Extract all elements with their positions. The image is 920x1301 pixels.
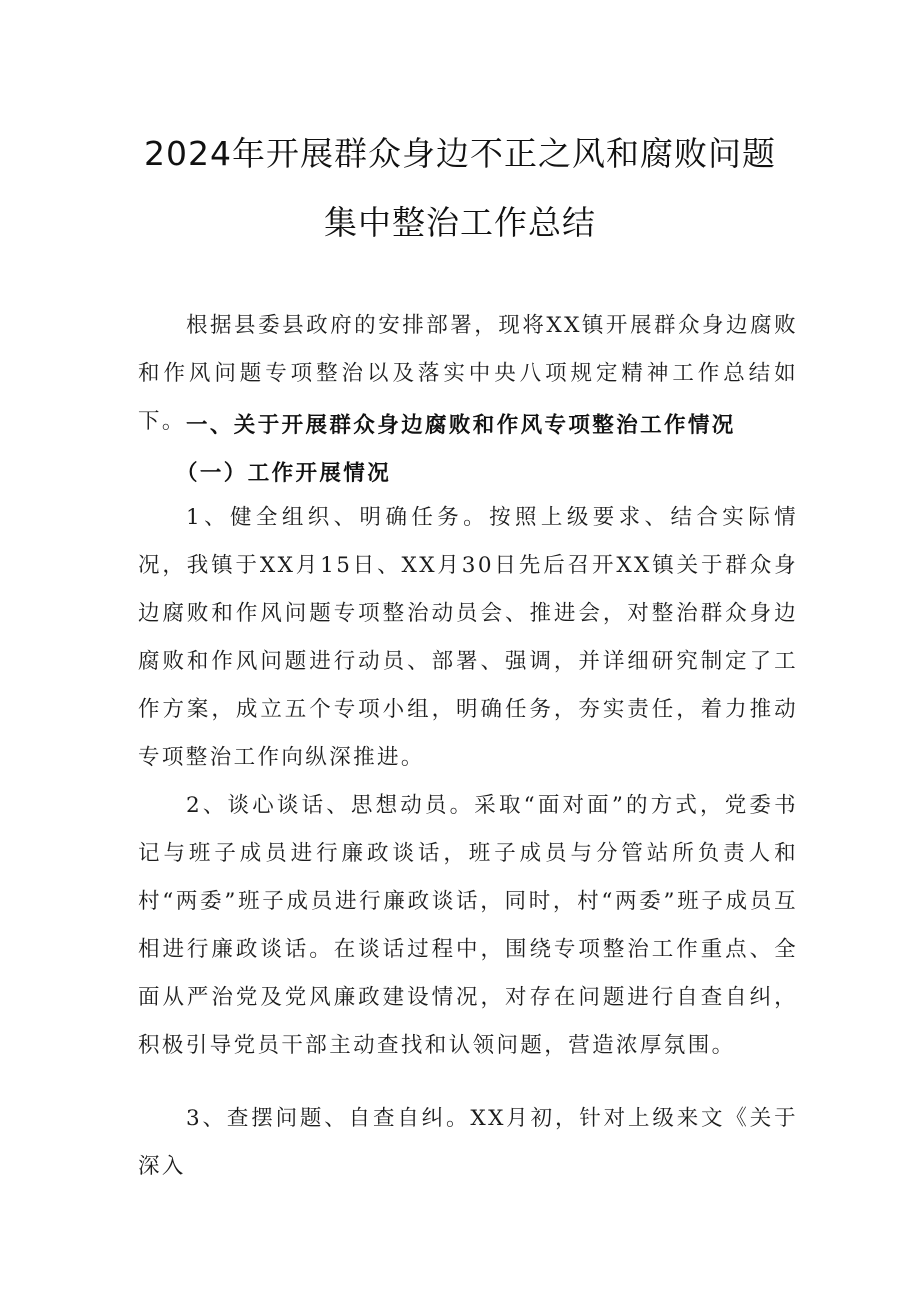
- document-title-line-2: 集中整治工作总结: [324, 203, 596, 242]
- document-title-line-1: 2024年开展群众身边不正之风和腐败问题: [144, 134, 776, 173]
- paragraph-item-2: 2、谈心谈话、思想动员。采取“面对面”的方式，党委书记与班子成员进行廉政谈话，班子成员与分管站所负责人和村“两委”班子成员进行廉政谈话，同时，村“两委”班子成员互相进行廉政谈话。在谈话过程中，围绕专项整治工作重点、全面从严治党及党风廉政建设情况，对存在问题进行自查自纠，积极引导党员干部主动查找和认领问题，营造浓厚氛围。: [138, 793, 798, 1058]
- subsection-heading-1: （一）工作开展情况: [176, 461, 392, 486]
- paragraph-item-3: 3、查摆问题、自查自纠。XX月初，针对上级来文《关于深入: [138, 1106, 798, 1179]
- paragraph-item-1: 1、健全组织、明确任务。按照上级要求、结合实际情况，我镇于XX月15日、XX月30日先后召开XX镇关于群众身边腐败和作风问题专项整治动员会、推进会，对整治群众身边腐败和作风问题进行动员、部署、强调，并详细研究制定了工作方案，成立五个专项小组，明确任务，夯实责任，着力推动专项整治工作向纵深推进。: [138, 505, 798, 770]
- section-heading-1: 一、关于开展群众身边腐败和作风专项整治工作情况: [186, 413, 736, 438]
- intro-paragraph: 根据县委县政府的安排部署，现将XX镇开展群众身边腐败和作风问题专项整治以及落实中央八项规定精神工作总结如下。: [138, 313, 798, 434]
